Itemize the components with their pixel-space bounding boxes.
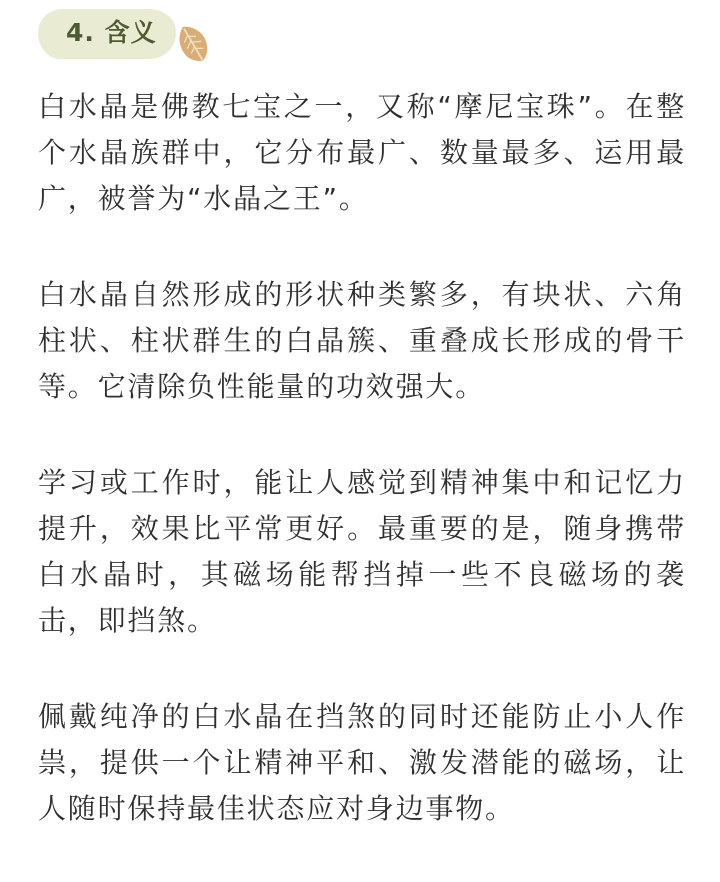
paragraph-1: 白水晶是佛教七宝之一，又称“摩尼宝珠”。在整个水晶族群中，它分布最广、数量最多、运用最广，被誉为“水晶之王”。: [38, 90, 686, 215]
paragraph-2: 白水晶自然形成的形状种类繁多，有块状、六角柱状、柱状群生的白晶簇、重叠成长形成的骨干等。它清除负性能量的功效强大。: [38, 278, 686, 403]
paragraph-4: 佩戴纯净的白水晶在挡煞的同时还能防止小人作祟，提供一个让精神平和、激发潜能的磁场，让人随时保持最佳状态应对身边事物。: [38, 700, 686, 825]
section-header: [38, 6, 188, 60]
paragraph-3: 学习或工作时，能让人感觉到精神集中和记忆力提升，效果比平常更好。最重要的是，随身携带白水晶时，其磁场能帮挡掉一些不良磁场的袭击，即挡煞。: [38, 466, 686, 637]
article-body: [38, 84, 686, 882]
leaf-icon: [170, 20, 216, 66]
section-title: 4. 含义: [66, 18, 157, 47]
